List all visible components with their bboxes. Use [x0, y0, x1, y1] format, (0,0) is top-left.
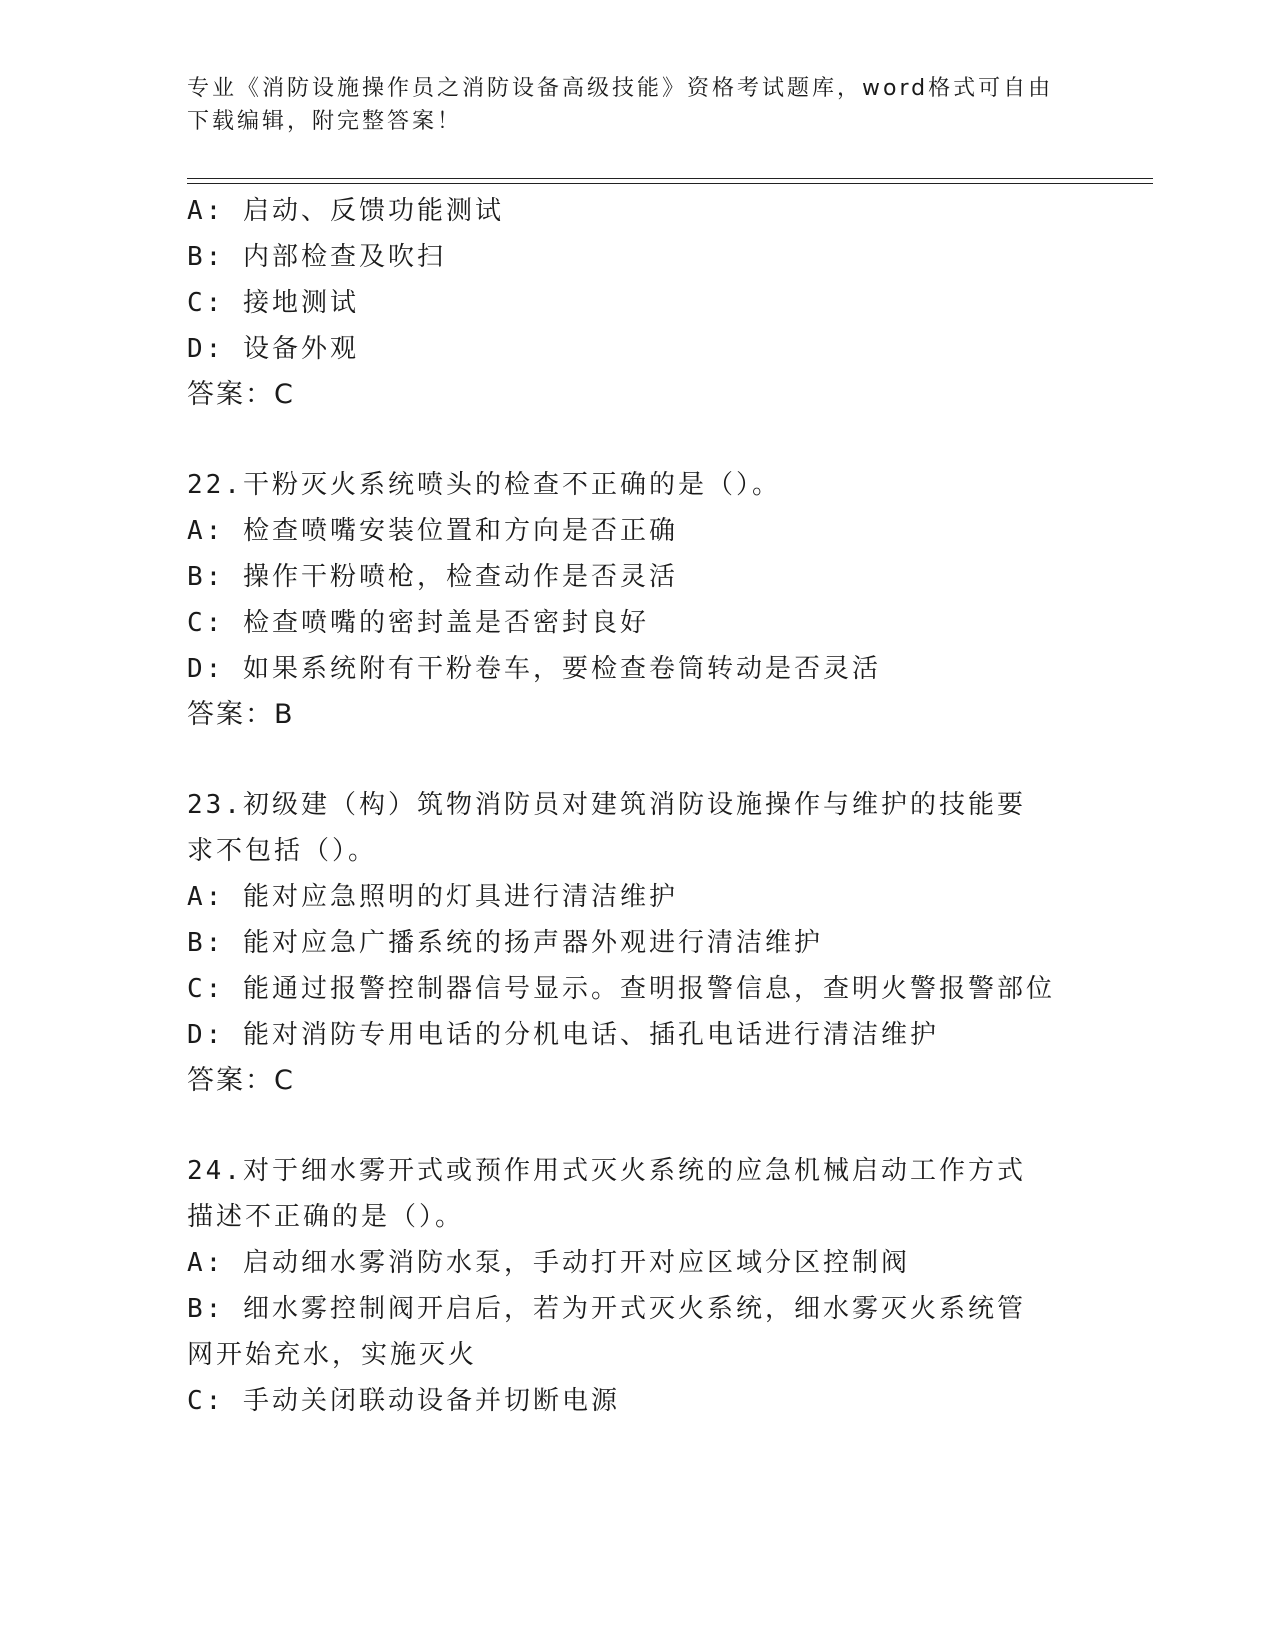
- option-a: A: 能对应急照明的灯具进行清洁维护: [187, 882, 678, 912]
- option-d: D: 设备外观: [187, 334, 359, 364]
- header-divider-bottom: [187, 183, 1153, 184]
- document-header: 专业《消防设施操作员之消防设备高级技能》资格考试题库，word格式可自由下载编辑，附完整答案！: [187, 76, 1054, 134]
- option-b: B: 内部检查及吹扫: [187, 242, 446, 272]
- option-a: A: 启动、反馈功能测试: [187, 196, 504, 226]
- option-b: B: 能对应急广播系统的扬声器外观进行清洁维护: [187, 928, 823, 958]
- answer-line: 答案：B: [187, 699, 295, 730]
- question-22: [187, 462, 1087, 738]
- question-stem: 23.初级建（构）筑物消防员对建筑消防设施操作与维护的技能要求不包括（）。: [187, 790, 1026, 866]
- option-c: C: 能通过报警控制器信号显示。查明报警信息，查明火警报警部位: [187, 974, 1055, 1004]
- prev-question-options: [187, 188, 1087, 418]
- option-d: D: 能对消防专用电话的分机电话、插孔电话进行清洁维护: [187, 1020, 939, 1050]
- option-c: C: 检查喷嘴的密封盖是否密封良好: [187, 608, 649, 638]
- header-divider-top: [187, 178, 1153, 179]
- option-c: C: 接地测试: [187, 288, 359, 318]
- option-a: A: 检查喷嘴安装位置和方向是否正确: [187, 516, 678, 546]
- answer-line: 答案：C: [187, 1065, 295, 1096]
- option-c: C: 手动关闭联动设备并切断电源: [187, 1386, 620, 1416]
- question-content: [187, 188, 1087, 1424]
- question-stem: 24.对于细水雾开式或预作用式灭火系统的应急机械启动工作方式描述不正确的是（）。: [187, 1156, 1026, 1232]
- option-b: B: 细水雾控制阀开启后，若为开式灭火系统，细水雾灭火系统管网开始充水，实施灭火: [187, 1294, 1026, 1370]
- option-d: D: 如果系统附有干粉卷车，要检查卷筒转动是否灵活: [187, 654, 881, 684]
- answer-line: 答案：C: [187, 379, 295, 410]
- option-a: A: 启动细水雾消防水泵，手动打开对应区域分区控制阀: [187, 1248, 910, 1278]
- question-23: [187, 782, 1087, 1104]
- question-stem: 22.干粉灭火系统喷头的检查不正确的是（）。: [187, 470, 781, 500]
- option-b: B: 操作干粉喷枪，检查动作是否灵活: [187, 562, 678, 592]
- question-24: [187, 1148, 1087, 1424]
